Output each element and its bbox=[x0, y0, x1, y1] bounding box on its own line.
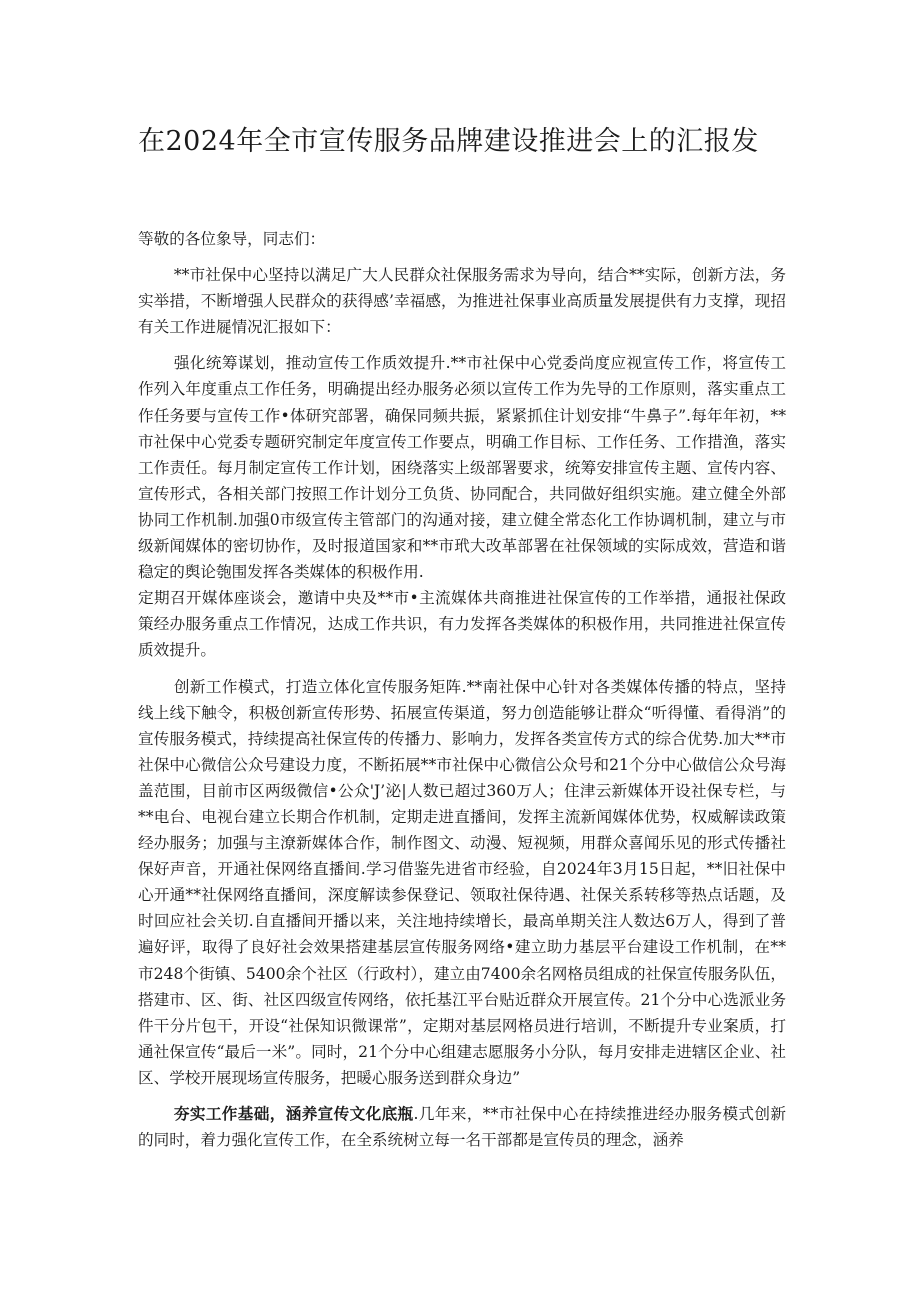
paragraph-text: 创新工作模式，打造立体化宣传服务矩阵.**南社保中心针对各类媒体传播的特点，坚持线上线下触令，积极创新宣传形势、拓展宣传渠道，努力创造能够让群众“听得懂、看得消”的宣传服务模式，持续提高社保宣传的传播力、影响力，发挥各类宣传方式的综合优势.加大**市社保中心微信公众号建设力度，不断拓展**市社保中心微信公众号和21个分中心做信公众号海盖范围，目前市区两级微信•公众'J’泌|人数已超过360万人；住津云新媒体开设社保专栏，与**电台、电视台建立长期合作机制，定期走进直播间，发挥主流新闻媒体优势，权威解读政策经办服务；加强与主潦新媒体合作，制作图文、动漫、短视频，用群众喜闻乐见的形式传播社保好声音，开通社保网络直播间.学习借鉴先进省市经验，自2024年3月15日起，**旧社保中心开通**社保网络直播间，深度解读参保登记、领取社保待遇、社保关系转移等热点话题，及时回应社会关切.自直播间开播以来，关注地持续增长，最高单期关注人数达6万人，得到了普遍好评，取得了良好社会效果搭建基层宣传服务网络•建立助力基层平台建设工作机制，在**市248个街镇、5400余个社区（行政村），建立由7400余名网格员组成的社保宣传服务队伍，搭建市、区、街、社区四级宣传网络，依托基江平台贴近群众开展宣传。21个分中心选派业务件干分片包干，开设“社保知识微课常”，定期对基层网格员进行培训，不断提升专业案质，打通社保宣传“最后一米”。同时，21个分中心组建志愿服务小分队，每月安排走进辖区企业、社区、学校开展现场宣传服务，把暖心服务送到群众身边” bbox=[138, 677, 786, 1087]
paragraph-coordination bbox=[138, 350, 786, 585]
document-title: 在2024年全市宣传服务品牌建设推进会上的汇报发 bbox=[138, 126, 759, 157]
salutation: 等敬的各位象导，同志们： bbox=[138, 230, 326, 248]
paragraph-text: .几年来，**市社保中心在持续推进经办服务模式创新的同时，着力强化宣传工作，在全系统树立每一名干部都是宣传员的理念，涵养 bbox=[138, 1105, 786, 1150]
paragraph-innovation bbox=[138, 674, 786, 1092]
paragraph-text: 强化统筹谋划，推动宣传工作质效提升.**市社保中心党委尚度应视宣传工作，将宣传工作列入年度重点工作任务，明确提出经办服务必须以宣传工作为先导的工作原则，落实重点工作任务要与宣传工作•体研究部署，确保同频共振，紧紧抓住计划安排“牛鼻子”.每年年初，**市社保中心党委专题研究制定年度宣传工作要点，明确工作目标、工作任务、工作措渔，落实工作责任。每月制定宣传工作计划，困绕落实上级部署要求，统筹安排宣传主题、宣传内容、宣传形式，各相关部门按照工作计划分工负货、协同配合，共同做好组织实施。建立健全外部协同工作机制.加强0市级宣传主管部门的沟通对接，建立健全常态化工作协调机制，建立与市级新闻媒体的密切协作，及时报道国家和**市玳大改革部署在社保领域的实际成效，营造和谐稳定的舆论匏围发挥各类媒体的积极作用. bbox=[138, 354, 786, 582]
paragraph-media-forum bbox=[138, 585, 786, 663]
paragraph-text: **市社保中心坚持以满足广大人民群众社保服务需求为导向，结合**实际，创新方法，务实举措，不断增强人民群众的获得感’幸福感，为推进社保事业高质量发展提供有力支撑，现招有关工作进屣情况汇报如下： bbox=[138, 266, 786, 337]
paragraph-intro bbox=[138, 262, 786, 340]
paragraph-lead-heading: 夯实工作基础，涵养宣传文化底瓶 bbox=[173, 1104, 414, 1123]
paragraph-text: 定期召开媒体座谈会，邀请中央及**市•主流媒体共商推进社保宣传的工作举措，通报社保政策经办服务重点工作情况，达成工作共识，有力发挥各类媒体的积极作用，共同推进社保宣传质效提升。 bbox=[138, 589, 786, 660]
document-body bbox=[138, 226, 786, 1153]
paragraph-foundation bbox=[138, 1101, 786, 1153]
